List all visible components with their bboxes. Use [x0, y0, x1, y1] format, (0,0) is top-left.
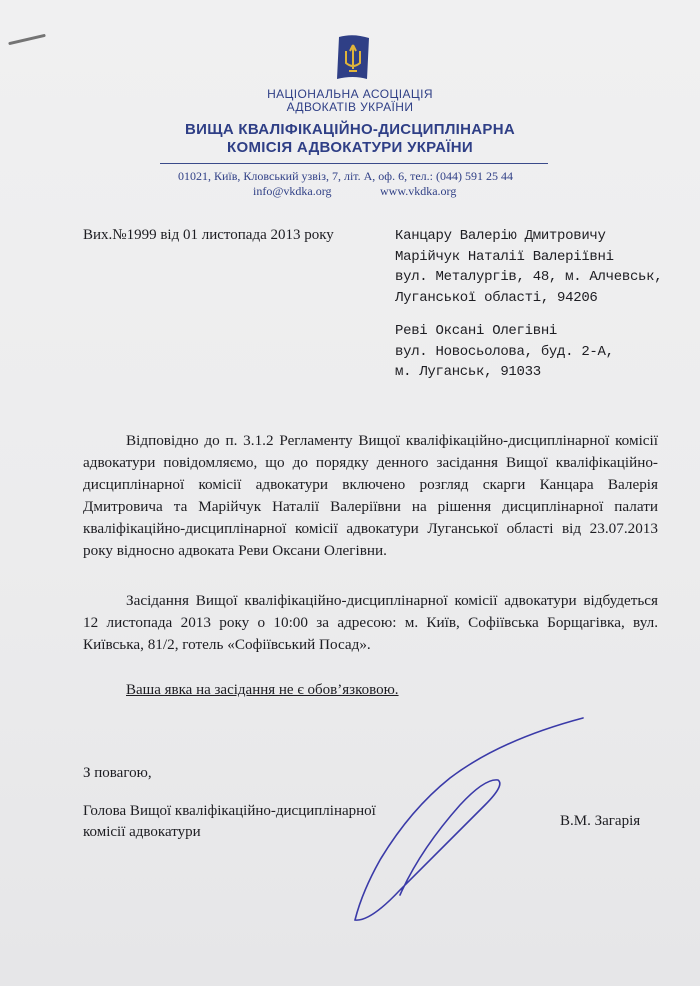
recipient-line: м. Луганськ, 91033	[395, 364, 541, 380]
body-paragraph-2: Засідання Вищої кваліфікаційно-дисциплінарної комісії адвокатури відбудеться 12 листопада 2013 року о 10:00 за адресою: м. Київ, Софіївська Борщагівка, вул. Київська, 81/2, готель «Софіївський Посад».	[83, 592, 658, 653]
commission-name-line2: КОМІСІЯ АДВОКАТУРИ УКРАЇНИ	[227, 139, 473, 156]
letterhead-website: www.vkdka.org	[380, 184, 457, 198]
outgoing-number: Вих.№1999 від 01 листопада 2013 року	[83, 227, 334, 243]
recipient-line: Канцару Валерію Дмитровичу	[395, 228, 606, 244]
pen-mark	[8, 34, 46, 45]
recipient-line: Марійчук Наталії Валеріївні	[395, 248, 614, 265]
closing-regards: З повагою,	[83, 765, 152, 781]
recipient-line: вул. Металургів, 48, м. Алчевськ,	[395, 269, 663, 285]
letterhead-address: 01021, Київ, Кловський узвіз, 7, літ. А, оф. 6, тел.: (044) 591 25 44	[178, 169, 513, 183]
recipient-line: Реві Оксані Олегівні	[395, 323, 558, 339]
association-name-line2: АДВОКАТІВ УКРАЇНИ	[286, 100, 414, 114]
recipient-block-1	[395, 226, 662, 308]
association-emblem-icon	[333, 33, 373, 83]
association-name-line1: НАЦІОНАЛЬНА АСОЦІАЦІЯ	[267, 87, 433, 101]
letterhead-divider	[160, 163, 548, 164]
commission-name-line1: ВИЩА КВАЛІФІКАЦІЙНО-ДИСЦИПЛІНАРНА	[185, 121, 515, 138]
body-paragraph-1: Відповідно до п. 3.1.2 Регламенту Вищої кваліфікаційно-дисциплінарної комісії адвокатури повідомляємо, що до порядку денного засідання Вищої кваліфікаційно-дисциплінарної комісії адвокатури включено розгляд скарги Канцара Валерія Дмитровича та Марійчук Наталії Валеріївни на рішення дисциплінарної палати кваліфікаційно-дисциплінарної комісії адвокатури Луганської області від 23.07.2013 року відносно адвоката Реви Оксани Олегівни.	[83, 432, 658, 559]
recipient-block-2	[395, 321, 614, 383]
letterhead-email: info@vkdka.org	[253, 184, 332, 198]
recipient-line: вул. Новосьолова, буд. 2-А,	[395, 343, 614, 360]
handwritten-signature-icon	[300, 700, 600, 940]
recipient-line: Луганської області, 94206	[395, 289, 598, 306]
signer-name: В.М. Загарія	[560, 813, 641, 829]
attendance-note: Ваша явка на засідання не є обов’язковою.	[126, 682, 399, 698]
signer-title-line1: Голова Вищої кваліфікаційно-дисциплінарної	[83, 803, 376, 819]
signer-title-line2: комісії адвокатури	[83, 824, 201, 840]
